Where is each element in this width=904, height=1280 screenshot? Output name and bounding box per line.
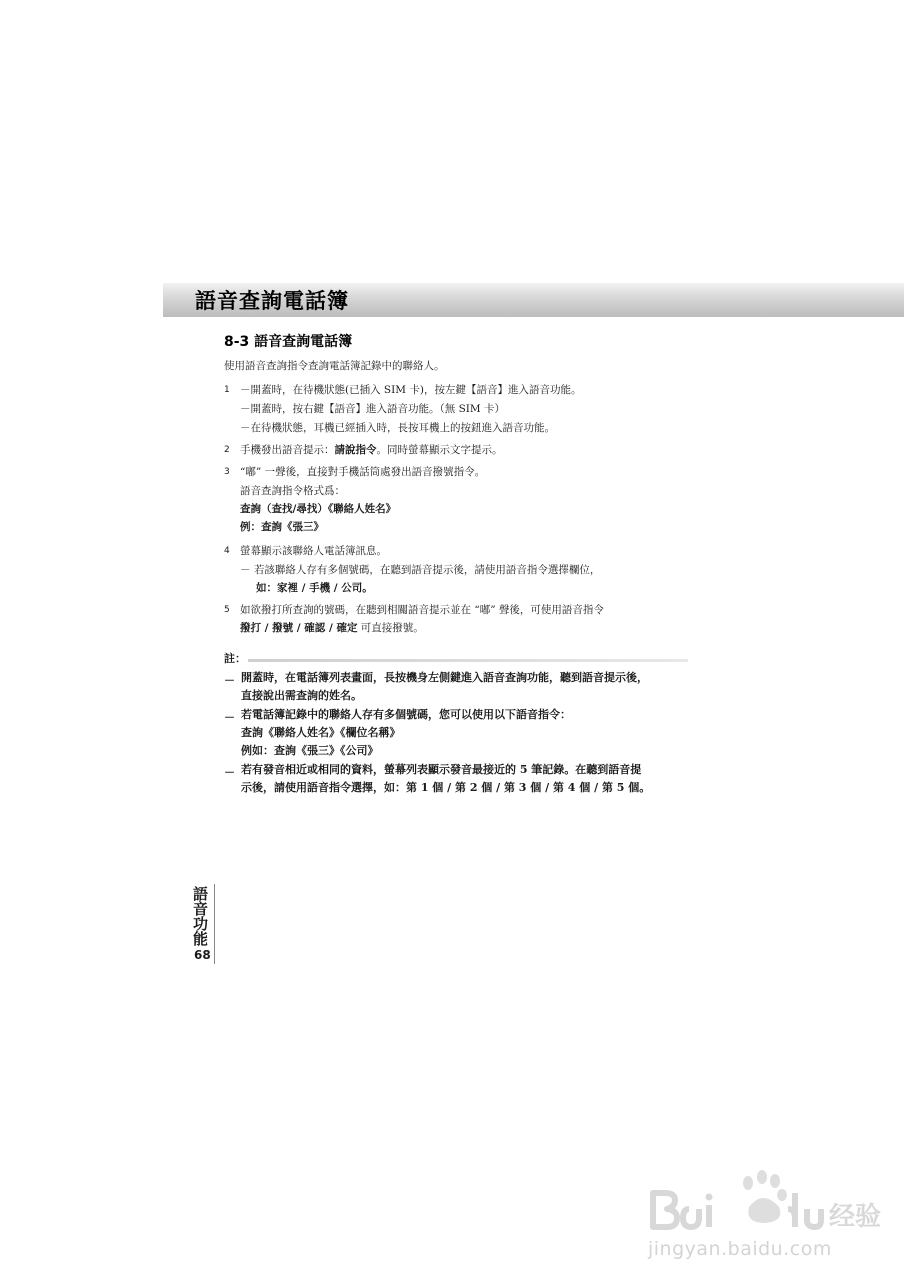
chapter-title: 語音查詢電話簿 bbox=[195, 289, 349, 313]
note-1-dash: － bbox=[224, 674, 235, 687]
step-2-post: 。同時螢幕顯示文字提示。 bbox=[376, 444, 503, 456]
step-2-number: 2 bbox=[224, 445, 230, 455]
step-3-number: 3 bbox=[224, 467, 230, 477]
baidu-watermark-logo bbox=[645, 1165, 882, 1235]
step-1-line-2: －開蓋時，按右鍵【語音】進入語音功能。（無 SIM 卡） bbox=[240, 403, 506, 415]
step-3-line-1: “嘟” 一聲後，直接對手機話筒處發出語音撥號指令。 bbox=[240, 466, 486, 478]
side-tab-char-3: 功 bbox=[193, 915, 209, 933]
watermark-url: jingyan.baidu.com bbox=[648, 1238, 832, 1260]
step-5-line-2 bbox=[240, 621, 424, 635]
note-2-line-2: 查詢《聯絡人姓名》《欄位名稱》 bbox=[241, 726, 401, 739]
notes-divider bbox=[248, 659, 688, 662]
step-1-number: 1 bbox=[224, 385, 230, 395]
note-1-line-2: 直接說出需查詢的姓名。 bbox=[241, 689, 362, 702]
step-2-pre: 手機發出語音提示： bbox=[240, 444, 335, 456]
note-3-line-2: 示後，請使用語音指令選擇，如：第 1 個 / 第 2 個 / 第 3 個 / 第 4 個 / 第 5 個。 bbox=[241, 781, 651, 794]
step-5-post: 可直接撥號。 bbox=[357, 622, 424, 634]
note-2-line-1: 若電話簿記錄中的聯絡人存有多個號碼，您可以使用以下語音指令： bbox=[241, 708, 571, 721]
step-4-line-2: － 若該聯絡人存有多個號碼，在聽到語音提示後，請使用語音指令選擇欄位， bbox=[240, 564, 601, 576]
note-2-line-3: 例如：查詢《張三》《公司》 bbox=[241, 744, 379, 757]
section-title: 8-3 語音查詢電話簿 bbox=[224, 334, 353, 350]
page-number: 68 bbox=[194, 948, 211, 962]
note-3-line-1: 若有發音相近或相同的資料，螢幕列表顯示發音最接近的 5 筆記錄。在聽到語音提 bbox=[241, 763, 642, 776]
intro-text: 使用語音查詢指令查詢電話簿記錄中的聯絡人。 bbox=[224, 360, 445, 372]
step-1-line-3: －在待機狀態，耳機已經插入時，長按耳機上的按鈕進入語音功能。 bbox=[240, 422, 555, 434]
step-2-line bbox=[240, 443, 503, 457]
note-2-dash: － bbox=[224, 711, 235, 724]
side-tab-char-2: 音 bbox=[193, 900, 209, 918]
note-1-line-1: 開蓋時，在電話簿列表畫面，長按機身左側鍵進入語音查詢功能，聽到語音提示後， bbox=[241, 671, 648, 684]
step-1-line-1: －開蓋時，在待機狀態(已插入 SIM 卡)，按左鍵【語音】進入語音功能。 bbox=[240, 384, 582, 396]
step-3-format: 查詢（查找/尋找）《聯絡人姓名》 bbox=[240, 503, 397, 515]
step-5-number: 5 bbox=[224, 605, 230, 615]
notes-label: 註： bbox=[224, 652, 246, 665]
step-3-line-2: 語音查詢指令格式爲： bbox=[240, 485, 345, 497]
step-5-line-1: 如欲撥打所查詢的號碼，在聽到相關語音提示並在 “嘟” 聲後，可使用語音指令 bbox=[240, 604, 604, 616]
svg-text:经验: 经验 bbox=[829, 1202, 882, 1232]
side-tab-char-4: 能 bbox=[193, 930, 209, 948]
step-4-number: 4 bbox=[224, 546, 230, 556]
step-3-example: 例：查詢《張三》 bbox=[240, 521, 324, 533]
step-2-command: 請說指令 bbox=[334, 444, 377, 456]
step-5-commands: 撥打 / 撥號 / 確認 / 確定 bbox=[240, 622, 358, 634]
side-tab-char-1: 語 bbox=[193, 885, 209, 903]
note-3-dash: － bbox=[224, 766, 235, 779]
step-4-line-3: 如：家裡 / 手機 / 公司。 bbox=[256, 582, 373, 594]
step-4-line-1: 螢幕顯示該聯絡人電話簿訊息。 bbox=[240, 545, 387, 557]
